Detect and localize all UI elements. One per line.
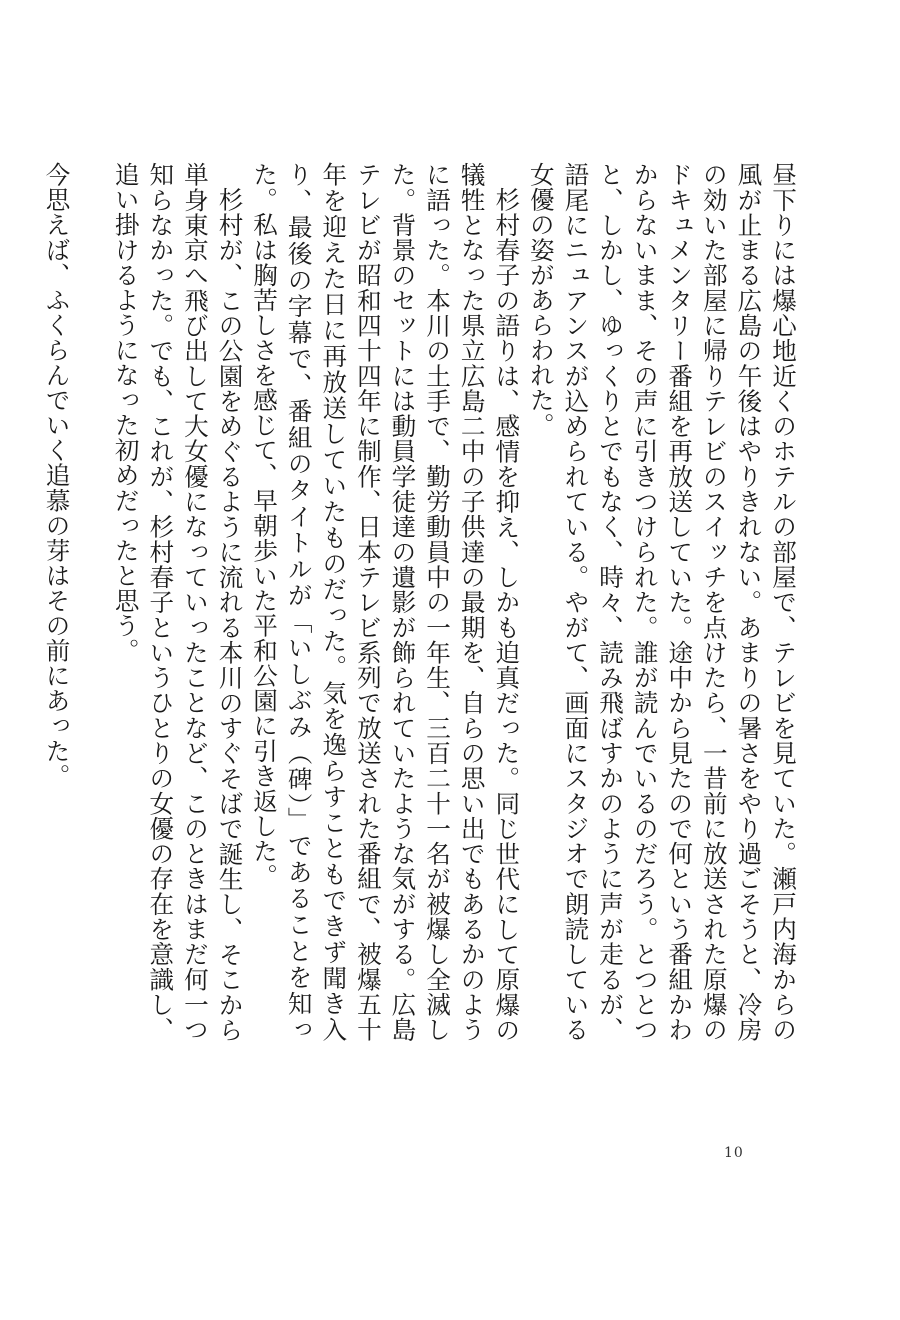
paragraph-hotel-tv: 昼下りには爆心地近くのホテルの部屋で、テレビを見ていた。瀬戸内海からの風が止まる広島の午後はやりきれない。あまりの暑さをやり過ごそうと、冷房の効いた部屋に帰りテレビのスイッチを点けたら、一昔前に放送された原爆のドキュメンタリー番組を再放送していた。途中から見たので何という番組かわからないまま、その声に引きつけられた。誰が読んでいるのだろう。とつとつと、しかし、ゆっくりとでもなく、時々、読み飛ばすかのように声が走るが、語尾にニュアンスが込められている。やがて、画面にスタジオで朗読している女優の姿があらわれた。 — [526, 162, 798, 1042]
paragraph-reflection: 今思えば、ふくらんでいく追慕の芽はその前にあった。 — [42, 162, 72, 789]
paragraph-sugimura-origin: 杉村が、この公園をめぐるように流れる本川のすぐそばで誕生し、そこから単身東京へ飛び出して大女優になっていったことなど、このときはまだ何一つ知らなかった。でも、これが、杉村春子というひとりの女優の存在を意識し、追い掛けるようになった初めだったと思う。 — [111, 162, 245, 1042]
page-number: 10 — [724, 1145, 744, 1161]
paragraph-sugimura-narration: 杉村春子の語りは、感情を抑え、しかも迫真だった。同じ世代にして原爆の犠牲となった県立広島二中の子供達の最期を、自らの思い出でもあるかのように語った。本川の土手で、勤労動員中の一年生、三百二十一名が被爆し全滅した。背景のセットには動員学徒達の遺影が飾られていたような気がする。広島テレビが昭和四十四年に制作、日本テレビ系列で放送された番組で、被爆五十年を迎えた日に再放送していたものだった。気を逸らすこともできず聞き入り、最後の字幕で、番組のタイトルが「いしぶみ（碑）」であることを知った。私は胸苦しさを感じて、早朝歩いた平和公園に引き返した。 — [250, 162, 522, 1042]
vertical-text-body — [39, 162, 800, 1042]
paragraph-spacer — [74, 162, 109, 1042]
